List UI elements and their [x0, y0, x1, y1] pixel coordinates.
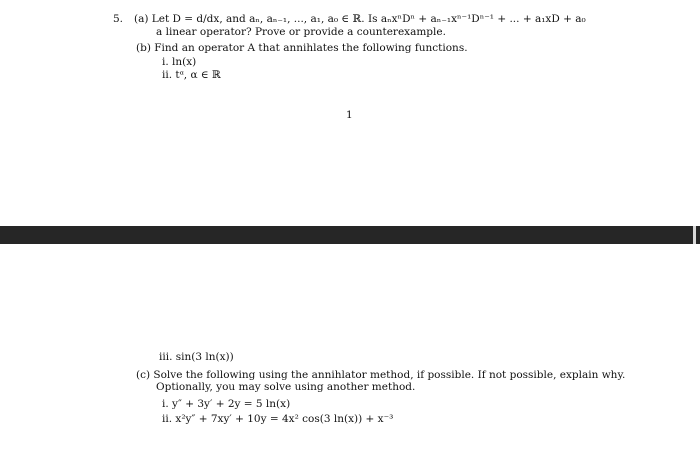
part-b-item-ii: ii. tᵅ, α ∈ ℝ	[162, 69, 221, 81]
question-number: 5.	[113, 13, 124, 25]
part-c-continuation: Optionally, you may solve using another method.	[156, 381, 416, 393]
part-a-text: (a) Let D = d/dx, and aₙ, aₙ₋₁, ..., a₁, a₀ ∈ ℝ. Is aₙxⁿDⁿ + aₙ₋₁xⁿ⁻¹Dⁿ⁻¹ + ... + a₁xD + a₀	[134, 13, 586, 25]
page-divider	[0, 226, 700, 244]
page-number: 1	[346, 109, 353, 121]
part-c-item-ii: ii. x²y″ + 7xy′ + 10y = 4x² cos(3 ln(x)) + x⁻³	[162, 413, 394, 425]
part-c-item-i: i. y″ + 3y′ + 2y = 5 ln(x)	[162, 398, 291, 410]
part-a-continuation: a linear operator? Prove or provide a counterexample.	[156, 26, 446, 38]
part-b-item-iii: iii. sin(3 ln(x))	[159, 351, 234, 363]
divider-notch	[693, 226, 696, 244]
part-c-prompt: (c) Solve the following using the annihlator method, if possible. If not possible, explain why.	[136, 369, 626, 381]
part-b-prompt: (b) Find an operator A that annihlates the following functions.	[136, 42, 468, 54]
part-b-item-i: i. ln(x)	[162, 56, 197, 68]
